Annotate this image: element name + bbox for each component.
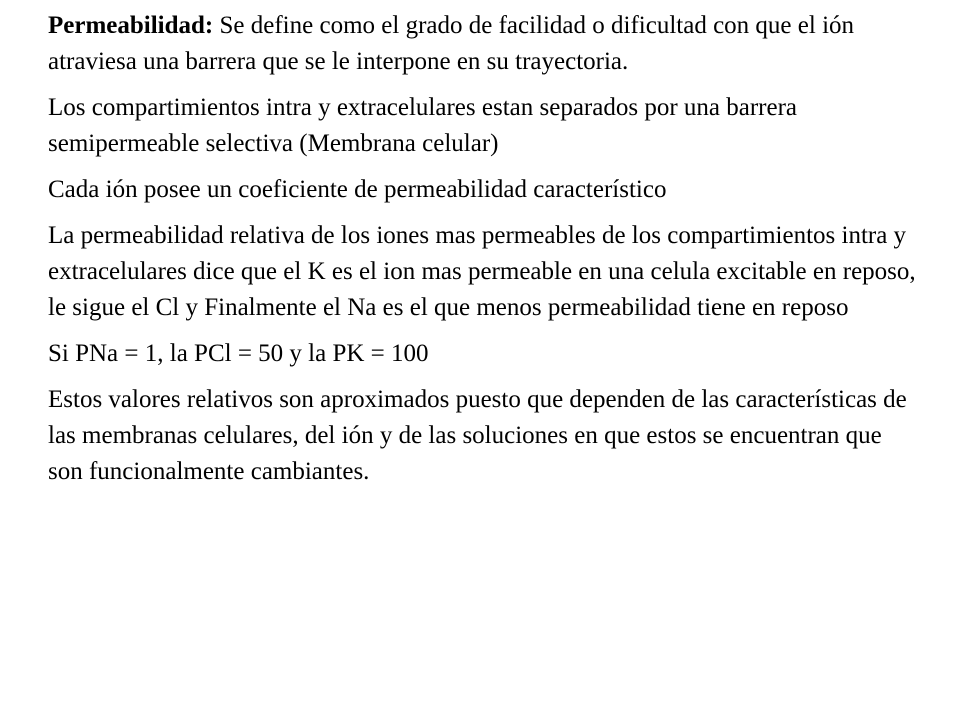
coefficient-paragraph: Cada ión posee un coeficiente de permeabilidad característico [48,176,667,203]
definition-text: Se define como el grado de facilidad o dificultad con que el ión atraviesa una barrera que se le interpone en su trayectoria. [48,12,855,75]
definition-term: Permeabilidad: [48,12,214,39]
membrane-paragraph: Los compartimientos intra y extracelulares estan separados por una barrera semipermeable selectiva (Membrana celular) [48,94,797,157]
conclusion-paragraph: Estos valores relativos son aproximados puesto que dependen de las características de las membranas celulares, del ión y de las soluciones en que estos se encuentran que son funcionalmente cambiantes. [48,386,907,485]
slide-body [48,8,918,500]
definition-paragraph [48,8,918,80]
relative-permeability-paragraph: La permeabilidad relativa de los iones mas permeables de los compartimientos intra y extracelulares dice que el K es el ion mas permeable en una celula excitable en reposo, le sigue el Cl y Finalmente el Na es el que menos permeabilidad tiene en reposo [48,222,916,321]
permeability-values-paragraph: Si PNa = 1, la PCl = 50 y la PK = 100 [48,340,429,367]
